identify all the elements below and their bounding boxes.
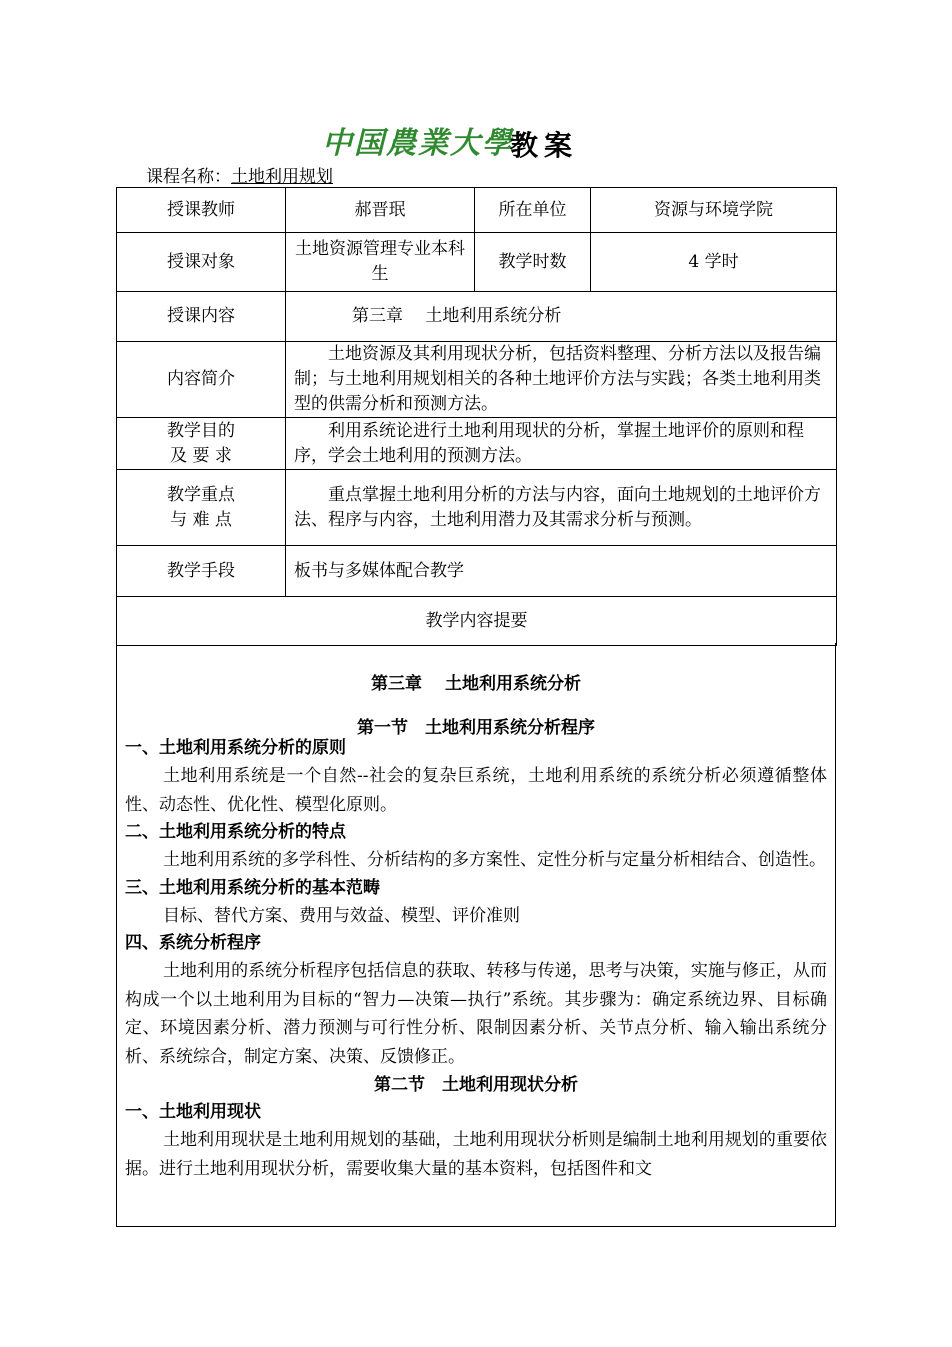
subheading: 三、土地利用系统分析的基本范畴 bbox=[125, 877, 380, 898]
lesson-info-table bbox=[116, 187, 837, 646]
subheading: 一、土地利用系统分析的原则 bbox=[125, 738, 346, 758]
paragraph: 土地利用现状是土地利用规划的基础，土地利用现状分析则是编制土地利用规划的重要依据。进行土地利用现状分析，需要收集大量的基本资料，包括图件和文 bbox=[125, 1130, 827, 1179]
table-row bbox=[117, 233, 837, 292]
table-row bbox=[117, 292, 837, 342]
page-header bbox=[0, 116, 952, 164]
table-row bbox=[117, 418, 837, 470]
key-label-line2: 与 难 点 bbox=[170, 509, 232, 530]
teacher-label: 授课教师 bbox=[117, 188, 286, 233]
audience-value: 土地资源管理专业本科生 bbox=[286, 233, 475, 292]
outline-heading: 教学内容提要 bbox=[117, 597, 837, 646]
document-title: 教案 bbox=[510, 129, 579, 162]
section-heading: 第二节 土地利用现状分析 bbox=[374, 1075, 578, 1095]
table-row bbox=[117, 597, 837, 646]
means-value: 板书与多媒体配合教学 bbox=[286, 546, 837, 597]
goal-label-line2: 及 要 求 bbox=[170, 445, 232, 466]
paragraph: 土地利用系统是一个自然--社会的复杂巨系统，土地利用系统的系统分析必须遵循整体性、动态性、优化性、模型化原则。 bbox=[125, 766, 827, 815]
chapter-heading: 第三章 土地利用系统分析 bbox=[371, 674, 581, 694]
course-label: 课程名称： bbox=[146, 167, 231, 187]
paragraph: 目标、替代方案、费用与效益、模型、评价准则 bbox=[163, 905, 520, 926]
section-heading: 第一节 土地利用系统分析程序 bbox=[357, 718, 595, 738]
goal-label bbox=[117, 418, 286, 470]
summary-label: 内容简介 bbox=[117, 342, 286, 418]
subheading: 四、系统分析程序 bbox=[125, 933, 261, 953]
table-row bbox=[117, 546, 837, 597]
paragraph: 土地利用的系统分析程序包括信息的获取、转移与传递，思考与决策，实施与修正，从而构成一个以土地利用为目标的“智力—决策—执行”系统。其步骤为：确定系统边界、目标确定、环境因素分析、潜力预测与可行性分析、限制因素分析、关节点分析、输入输出系统分析、系统综合，制定方案、决策、反馈修正。 bbox=[125, 961, 827, 1067]
subheading: 一、土地利用现状 bbox=[125, 1102, 261, 1122]
summary-value: 土地资源及其利用现状分析，包括资料整理、分析方法以及报告编制；与土地利用规划相关的各种土地评价方法与实践；各类土地利用类型的供需分析和预测方法。 bbox=[286, 342, 837, 418]
subheading: 二、土地利用系统分析的特点 bbox=[125, 822, 346, 842]
key-label-line1: 教学重点 bbox=[167, 484, 235, 505]
table-row bbox=[117, 342, 837, 418]
content-label: 授课内容 bbox=[117, 292, 286, 342]
table-row bbox=[117, 188, 837, 233]
teacher-value: 郝晋珉 bbox=[286, 188, 475, 233]
key-label bbox=[117, 470, 286, 546]
means-label: 教学手段 bbox=[117, 546, 286, 597]
course-name: 土地利用规划 bbox=[231, 167, 333, 187]
audience-label: 授课对象 bbox=[117, 233, 286, 292]
hours-label: 教学时数 bbox=[475, 233, 591, 292]
hours-value: 4 学时 bbox=[591, 233, 837, 292]
goal-label-line1: 教学目的 bbox=[167, 420, 235, 441]
unit-value: 资源与环境学院 bbox=[591, 188, 837, 233]
lesson-notes bbox=[116, 643, 836, 1227]
paragraph: 土地利用系统的多学科性、分析结构的多方案性、定性分析与定量分析相结合、创造性。 bbox=[163, 850, 826, 870]
goal-value: 利用系统论进行土地利用现状的分析，掌握土地评价的原则和程序，学会土地利用的预测方法。 bbox=[286, 418, 837, 470]
unit-label: 所在单位 bbox=[475, 188, 591, 233]
table-row bbox=[117, 470, 837, 546]
university-logo: 中国農業大學 bbox=[322, 126, 514, 161]
content-value: 第三章 土地利用系统分析 bbox=[286, 292, 837, 342]
key-value: 重点掌握土地利用分析的方法与内容，面向土地规划的土地评价方法、程序与内容，土地利用潜力及其需求分析与预测。 bbox=[286, 470, 837, 546]
course-line bbox=[146, 162, 333, 187]
